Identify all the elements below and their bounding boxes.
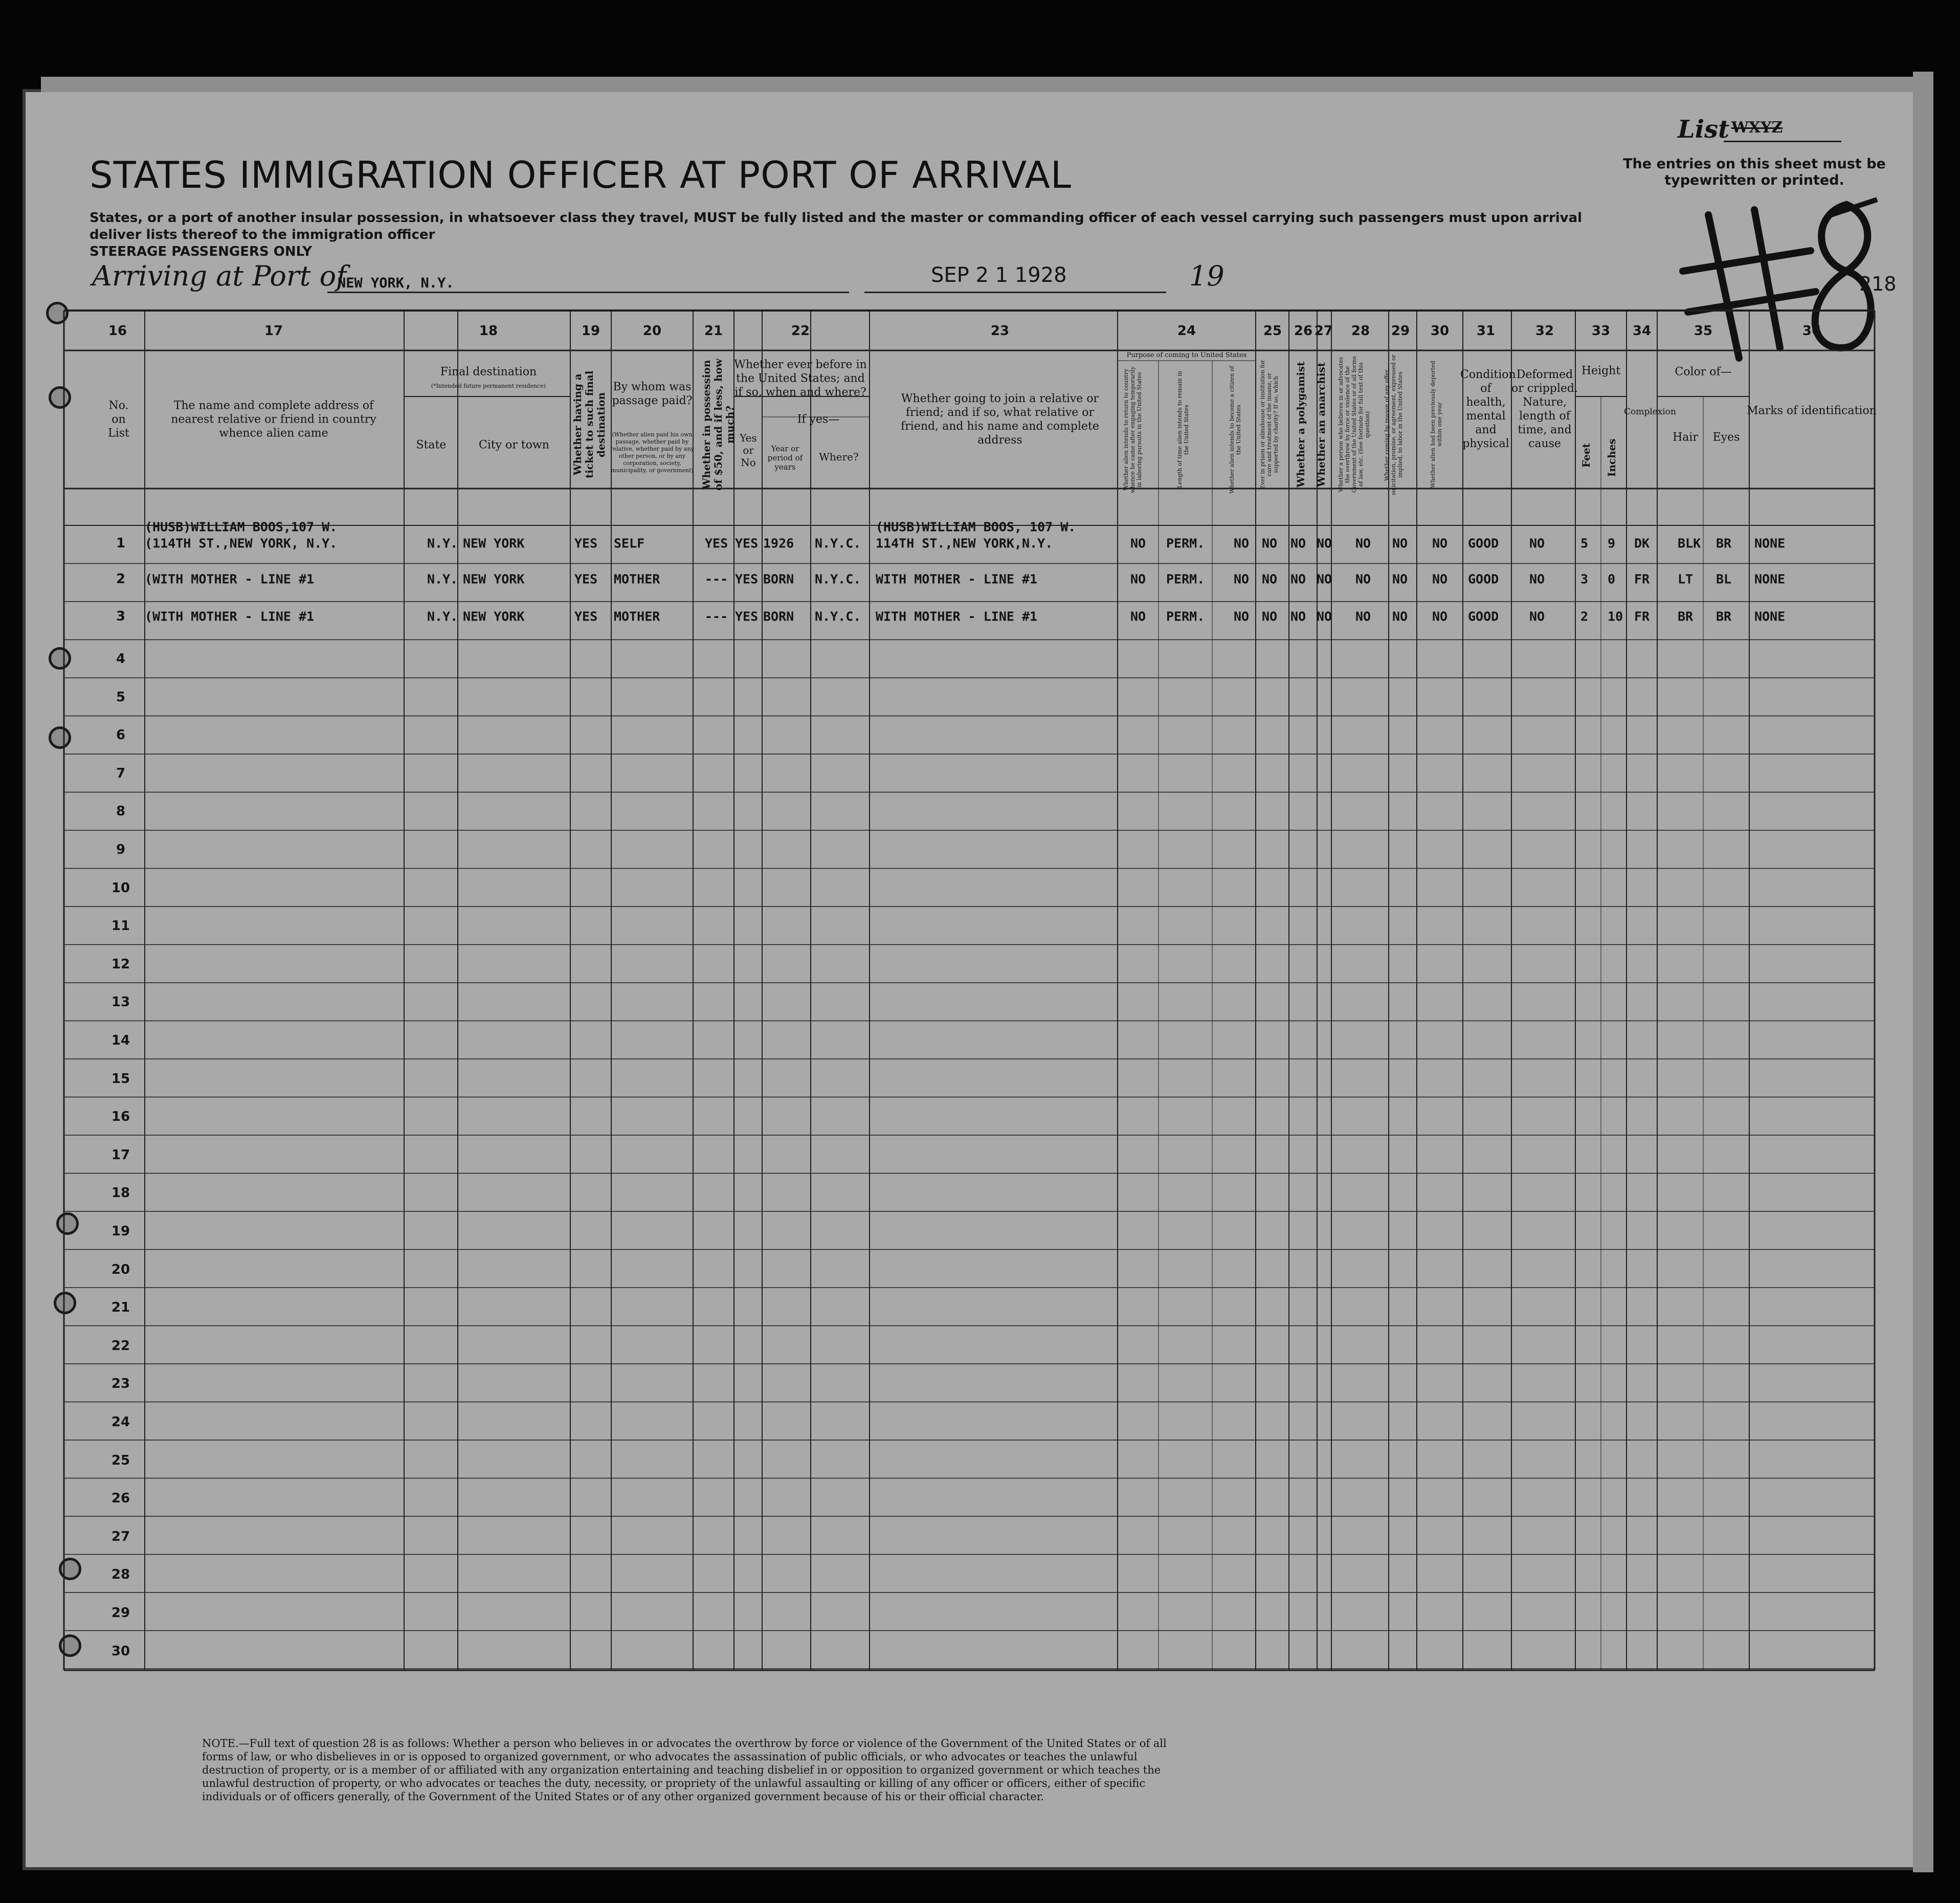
- col-num-19: 19: [581, 323, 600, 339]
- col-num-17: 17: [264, 323, 283, 339]
- cell-anarchist: NO: [1317, 536, 1332, 551]
- col-num-21: 21: [704, 323, 723, 339]
- cell-dest-state: N.Y.: [427, 609, 458, 624]
- cell-marks: NONE: [1754, 536, 1786, 551]
- cell-dest-state: N.Y.: [427, 536, 458, 551]
- cell-polygamist: NO: [1290, 571, 1306, 587]
- row-number: 19: [111, 1224, 130, 1239]
- cell-labor-offer: NO: [1392, 536, 1408, 551]
- row-number: 9: [116, 842, 126, 857]
- cell-length-of-stay: PERM.: [1166, 571, 1205, 587]
- cell-complexion: FR: [1634, 609, 1650, 624]
- cell-hair: LT: [1678, 571, 1694, 587]
- row-number: 13: [111, 994, 130, 1010]
- cell-deformed: NO: [1529, 609, 1545, 624]
- steerage-line: STEERAGE PASSENGERS ONLY: [90, 244, 312, 259]
- header-where: Where?: [819, 451, 859, 463]
- header-final-destination-note: (*Intended future permanent residence): [431, 383, 546, 389]
- col-num-33: 33: [1591, 323, 1611, 339]
- header-marks: Marks of identification: [1747, 404, 1877, 417]
- cell-prison: NO: [1262, 571, 1278, 587]
- cell-join-line-2: WITH MOTHER - LINE #1: [876, 571, 1038, 587]
- row-number: 10: [111, 880, 130, 896]
- cell-eyes: BR: [1716, 609, 1732, 624]
- col-num-31: 31: [1476, 323, 1496, 339]
- binder-hole: [49, 386, 71, 409]
- cell-prison: NO: [1262, 536, 1278, 551]
- cell-year-before: BORN: [763, 571, 794, 587]
- col-num-28: 28: [1351, 323, 1370, 339]
- cell-join-line-1: (HUSB)WILLIAM BOOS, 107 W.: [876, 519, 1076, 535]
- cell-fifty-dollars: ---: [705, 609, 728, 624]
- row-number: 5: [116, 689, 126, 705]
- cell-polygamist: NO: [1290, 536, 1306, 551]
- row-number: 25: [111, 1452, 130, 1468]
- arrival-date-stamp: SEP 2 1 1928: [931, 263, 1067, 287]
- col-num-34: 34: [1632, 323, 1652, 339]
- cell-become-citizen: NO: [1234, 609, 1250, 624]
- cell-year-before: BORN: [763, 609, 794, 624]
- header-join-relative: Whether going to join a relative or friend; and if so, what relative or friend, and his name and complete address: [901, 392, 1099, 447]
- cell-prison: NO: [1262, 609, 1278, 624]
- header-feet: Feet: [1580, 443, 1592, 468]
- col-num-25: 25: [1263, 323, 1282, 339]
- cell-become-citizen: NO: [1234, 536, 1250, 551]
- row-number: 23: [111, 1376, 130, 1392]
- col-num-20: 20: [642, 323, 662, 339]
- header-ticket: Whether having a ticket to such final destination: [571, 370, 607, 479]
- cell-year-before: 1926: [763, 536, 794, 551]
- form-title: STATES IMMIGRATION OFFICER AT PORT OF ARRIVAL: [90, 153, 1072, 196]
- cell-deformed: NO: [1529, 571, 1545, 587]
- cell-ticket: YES: [574, 571, 598, 587]
- col-num-35: 35: [1694, 323, 1713, 339]
- row-number: 28: [111, 1567, 130, 1583]
- cell-marks: NONE: [1754, 609, 1786, 624]
- cell-where-before: N.Y.C.: [815, 609, 861, 624]
- header-polygamist: Whether a polygamist: [1295, 361, 1307, 488]
- arriving-label: Arriving at Port of: [92, 260, 347, 292]
- header-labor-offer: Whether coming by reason of any offer, solicitation, promise, or agreement, expressed or implied, to labor in the United States: [1384, 354, 1404, 495]
- row-number: 15: [111, 1071, 130, 1087]
- header-intend-return: Whether alien intends to return to country whence he came after engaging temporarily in laboring pursuits in the United States: [1123, 366, 1143, 493]
- cell-health: GOOD: [1468, 609, 1499, 624]
- list-underline: [1724, 141, 1841, 142]
- cell-intend-return: NO: [1130, 571, 1146, 587]
- row-number: 17: [111, 1147, 130, 1163]
- row-number: 22: [111, 1338, 130, 1354]
- page-number: 218: [1859, 273, 1897, 295]
- row-number: 26: [111, 1491, 130, 1507]
- cell-ever-before: YES: [735, 571, 759, 587]
- cell-inches: 9: [1608, 536, 1616, 551]
- row-number: 21: [111, 1300, 130, 1316]
- col-num-16: 16: [108, 323, 127, 339]
- header-passage-paid-note: (Whether alien paid his own passage, whether paid by relative, whether paid by any other person, or by any corporation, society, municipality, or government): [610, 431, 694, 474]
- cell-ticket: YES: [574, 609, 598, 624]
- header-length-of-time: Length of time alien intends to remain in the United States: [1176, 371, 1190, 489]
- cell-eyes: BR: [1716, 536, 1732, 551]
- header-state: State: [416, 438, 447, 452]
- cell-eyes: BL: [1716, 571, 1732, 587]
- cell-relative-line-2: (114TH ST.,NEW YORK, N.Y.: [145, 536, 338, 551]
- header-fifty-dollars: Whether in possession of $50, and if less, how much?: [700, 358, 736, 491]
- row-number: 4: [116, 651, 126, 667]
- row-number: 8: [116, 804, 126, 820]
- cell-become-citizen: NO: [1234, 571, 1250, 587]
- header-complexion: Complexion: [1624, 407, 1676, 417]
- header-eyes: Eyes: [1712, 431, 1740, 444]
- header-color-of: Color of—: [1675, 365, 1732, 379]
- cell-length-of-stay: PERM.: [1166, 609, 1205, 624]
- cell-deported: NO: [1432, 571, 1448, 587]
- row-number: 30: [111, 1643, 130, 1659]
- cell-relative-line-2: (WITH MOTHER - LINE #1: [145, 609, 315, 624]
- cell-ticket: YES: [574, 536, 598, 551]
- header-no-on-list: No. on List: [108, 399, 129, 440]
- header-become-citizen: Whether alien intends to become a citizen of the United States: [1229, 366, 1242, 494]
- cell-feet: 3: [1580, 571, 1589, 587]
- col-num-24: 24: [1177, 323, 1196, 339]
- header-nearest-relative: The name and complete address of nearest relative or friend in country whence alien came: [171, 399, 376, 440]
- row-number: 20: [111, 1262, 130, 1277]
- row-number: 7: [116, 765, 126, 781]
- row-number: 2: [116, 571, 126, 587]
- col-num-32: 32: [1535, 323, 1554, 339]
- cell-where-before: N.Y.C.: [815, 571, 861, 587]
- cell-dest-city: NEW YORK: [463, 536, 525, 551]
- binder-hole: [54, 1292, 76, 1314]
- row-number: 29: [111, 1605, 130, 1621]
- row-number: 3: [116, 609, 126, 624]
- cell-anarchist: NO: [1317, 609, 1332, 624]
- form-instructions: [90, 210, 1624, 260]
- cell-labor-offer: NO: [1392, 571, 1408, 587]
- header-deformed: Deformed or crippled. Nature, length of time, and cause: [1511, 368, 1578, 450]
- cell-deformed: NO: [1529, 536, 1545, 551]
- year-suffix: 19: [1189, 260, 1224, 292]
- header-city: City or town: [479, 438, 549, 452]
- header-hair: Hair: [1673, 431, 1698, 444]
- row-number: 27: [111, 1529, 130, 1544]
- cell-polygamist: NO: [1290, 609, 1306, 624]
- row-number: 11: [111, 918, 130, 934]
- header-overthrow: Whether a person who believes in or advocates the overthrow by force or violence of the Government of the United States or of all forms of law, etc. (See footnote for full text of this question): [1338, 356, 1371, 493]
- handwritten-number-mark: [1678, 194, 1882, 379]
- col-num-27: 27: [1314, 323, 1333, 339]
- stacked-page-edge: [1913, 72, 1933, 1872]
- binder-hole: [59, 1558, 81, 1580]
- cell-inches: 0: [1608, 571, 1616, 587]
- cell-paid-by: SELF: [614, 536, 645, 551]
- col-num-22: 22: [791, 323, 810, 339]
- header-inches: Inches: [1606, 438, 1618, 477]
- cell-fifty-dollars: YES: [705, 536, 728, 551]
- port-value: NEW YORK, N.Y.: [338, 275, 454, 291]
- instructions-line: States, or a port of another insular possession, in whatsoever class they travel, MUST be fully listed and the master or commanding officer of each vessel carrying such passengers must upon arrival deliver lists thereof to the immigration officer: [90, 210, 1583, 242]
- cell-hair: BLK: [1678, 536, 1701, 551]
- cell-dest-city: NEW YORK: [463, 571, 525, 587]
- cell-dest-city: NEW YORK: [463, 609, 525, 624]
- binder-hole: [49, 647, 71, 670]
- header-purpose: Purpose of coming to United States: [1126, 351, 1247, 359]
- cell-join-line-2: WITH MOTHER - LINE #1: [876, 609, 1038, 624]
- col-num-18: 18: [479, 323, 498, 339]
- header-deported: Whether alien had been previously deported within one year: [1430, 361, 1443, 489]
- cell-deported: NO: [1432, 609, 1448, 624]
- cell-paid-by: MOTHER: [614, 571, 660, 587]
- cell-relative-line-1: (HUSB)WILLIAM BOOS,107 W.: [145, 519, 338, 535]
- header-height: Height: [1581, 364, 1621, 378]
- port-underline: [327, 292, 849, 293]
- binder-hole: [49, 726, 71, 749]
- cell-join-line-2: 114TH ST.,NEW YORK,N.Y.: [876, 536, 1053, 551]
- binder-hole: [56, 1212, 79, 1235]
- cell-where-before: N.Y.C.: [815, 536, 861, 551]
- cell-hair: BR: [1678, 609, 1694, 624]
- header-final-destination: Final destination: [440, 365, 537, 379]
- cell-overthrow: NO: [1355, 571, 1371, 587]
- entries-note: The entries on this sheet must be typewritten or printed.: [1623, 156, 1886, 188]
- stacked-page-edge-top: [41, 77, 1913, 92]
- row-number: 24: [111, 1414, 130, 1430]
- cell-ever-before: YES: [735, 609, 759, 624]
- header-ever-before: Whether ever before in the United States; and if so, when and where?: [734, 358, 867, 399]
- cell-deported: NO: [1432, 536, 1448, 551]
- cell-paid-by: MOTHER: [614, 609, 660, 624]
- header-anarchist: Whether an anarchist: [1315, 362, 1327, 488]
- row-number: 16: [111, 1109, 130, 1125]
- cell-relative-line-2: (WITH MOTHER - LINE #1: [145, 571, 315, 587]
- cell-dest-state: N.Y.: [427, 571, 458, 587]
- binder-hole: [59, 1634, 81, 1657]
- header-prison: Ever in prison or almshouse or institution for care and treatment of the insane, or supported by charity? If so, which: [1259, 360, 1279, 490]
- col-num-36: 36: [1802, 323, 1821, 339]
- cell-health: GOOD: [1468, 571, 1499, 587]
- col-num-30: 30: [1430, 323, 1450, 339]
- header-health: Condition of health, mental and physical: [1460, 368, 1516, 450]
- row-number: 6: [116, 727, 126, 743]
- cell-labor-offer: NO: [1392, 609, 1408, 624]
- manifest-sheet: [26, 92, 1928, 1867]
- list-label: List: [1678, 115, 1730, 144]
- cell-intend-return: NO: [1130, 536, 1146, 551]
- row-number: 1: [116, 536, 126, 551]
- cell-feet: 2: [1580, 609, 1589, 624]
- header-passage-paid: By whom was passage paid?: [612, 381, 693, 407]
- col-num-23: 23: [990, 323, 1010, 339]
- cell-complexion: FR: [1634, 571, 1650, 587]
- cell-anarchist: NO: [1317, 571, 1332, 587]
- row-number: 18: [111, 1185, 130, 1201]
- col-num-29: 29: [1391, 323, 1410, 339]
- cell-length-of-stay: PERM.: [1166, 536, 1205, 551]
- row-number: 14: [111, 1033, 130, 1048]
- col-num-26: 26: [1294, 323, 1313, 339]
- cell-ever-before: YES: [735, 536, 759, 551]
- header-if-yes: If yes—: [797, 413, 840, 426]
- cell-health: GOOD: [1468, 536, 1499, 551]
- cell-complexion: DK: [1634, 536, 1650, 551]
- row-number: 12: [111, 956, 130, 972]
- list-number-struck: WXYZ: [1731, 119, 1783, 137]
- cell-feet: 5: [1580, 536, 1589, 551]
- header-year: Year or period of years: [767, 444, 803, 472]
- cell-overthrow: NO: [1355, 536, 1371, 551]
- binder-hole: [46, 302, 69, 324]
- footnote-question-28: NOTE.—Full text of question 28 is as follows: Whether a person who believes in or advocates the overthrow by force or violence of the Government of the United States or of all forms of law, or who disbelieves in or is opposed to organized government, or who advocates the assassination of public officials, or who advocates or teaches the unlawful destruction of property, or is a member of or affiliated with any organization entertaining and teaching disbelief in or opposition to organized government or which teaches the unlawful destruction of property, or who advocates or teaches the duty, necessity, or propriety of the unlawful assaulting or killing of any officer or officers, either of specific individuals or of officers generally, of the Government of the United States or of any other organized government because of his or their official character.: [202, 1737, 1167, 1803]
- header-yes-no: Yes or No: [740, 432, 757, 469]
- cell-overthrow: NO: [1355, 609, 1371, 624]
- cell-intend-return: NO: [1130, 609, 1146, 624]
- cell-inches: 10: [1608, 609, 1623, 624]
- cell-marks: NONE: [1754, 571, 1786, 587]
- date-underline: [864, 292, 1166, 293]
- cell-fifty-dollars: ---: [705, 571, 728, 587]
